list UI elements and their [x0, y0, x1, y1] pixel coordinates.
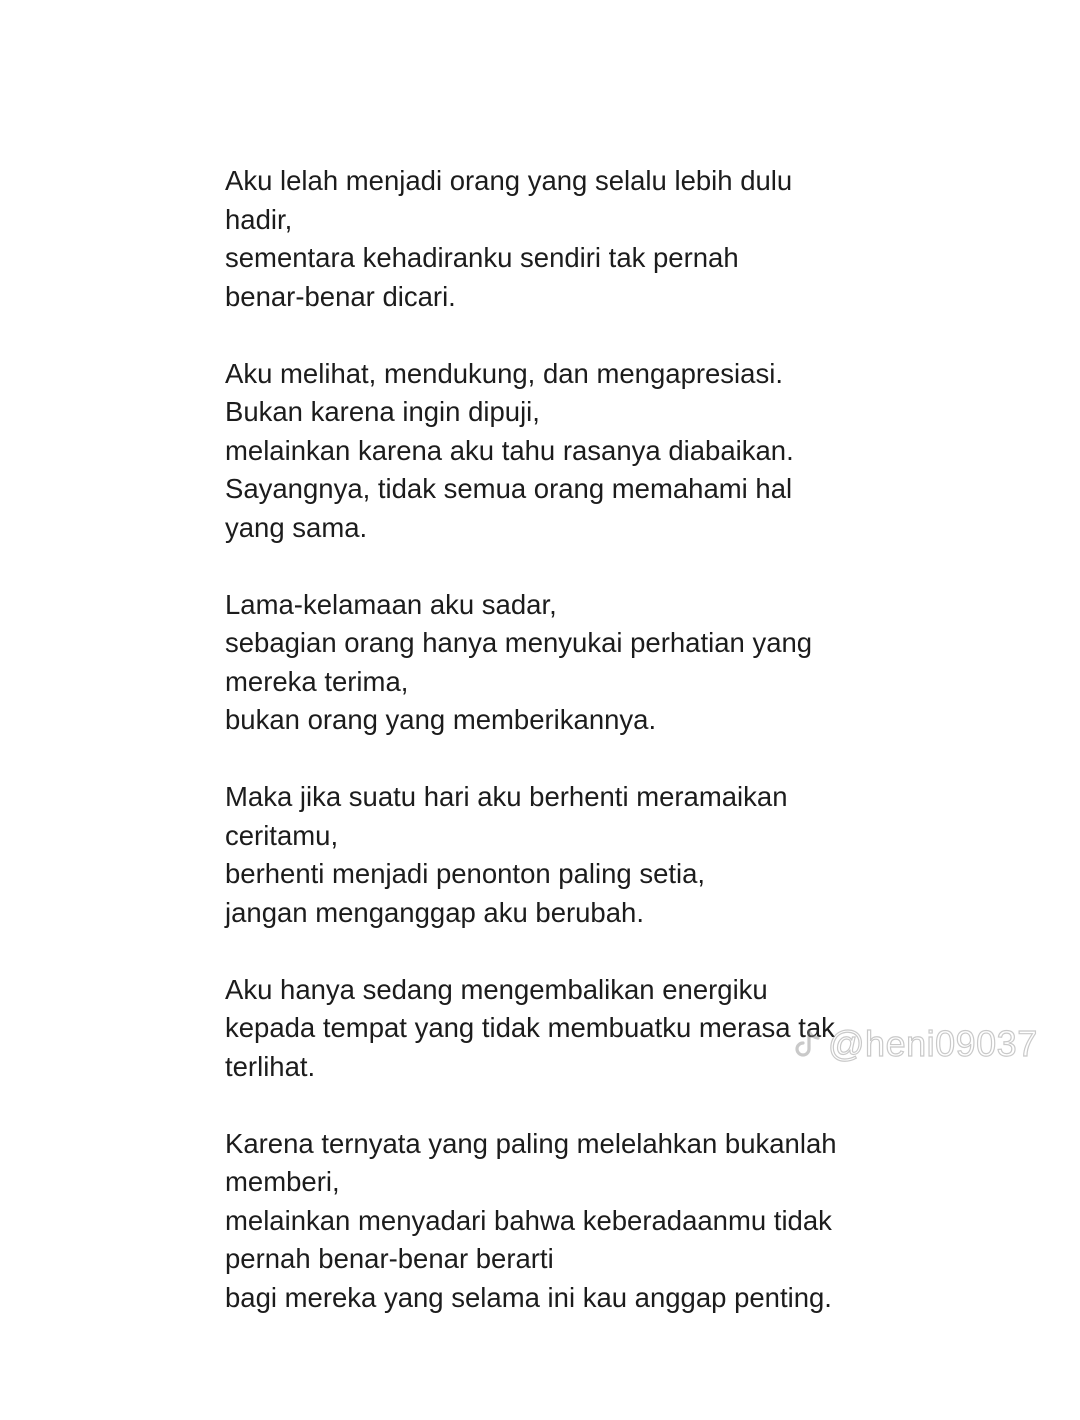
- poem-line: pernah benar-benar berarti: [225, 1243, 554, 1274]
- poem-line: memberi,: [225, 1166, 340, 1197]
- poem-line: benar-benar dicari.: [225, 280, 456, 312]
- poem-stanza: [225, 971, 925, 1087]
- poem-line: jangan menganggap aku berubah.: [225, 896, 644, 928]
- poem-line: melainkan karena aku tahu rasanya diabaikan.: [225, 434, 794, 466]
- poem-line: sementara kehadiranku sendiri tak pernah: [225, 242, 739, 273]
- poem-stanza: [225, 1125, 925, 1318]
- poem-line: hadir,: [225, 203, 293, 235]
- poem-line: yang sama.: [225, 511, 368, 543]
- poem-line: Aku melihat, mendukung, dan mengapresiasi.: [225, 357, 783, 389]
- poem-line: Lama-kelamaan aku sadar,: [225, 588, 557, 620]
- poem-line: Karena ternyata yang paling melelahkan bukanlah: [225, 1127, 837, 1159]
- poem-line: bagi mereka yang selama ini kau anggap penting.: [225, 1281, 832, 1313]
- poem-line: Sayangnya, tidak semua orang memahami hal: [225, 473, 793, 504]
- poem-line: Aku hanya sedang mengembalikan energiku: [225, 973, 768, 1005]
- poem-line: terlihat.: [225, 1050, 316, 1082]
- poem-line: Aku lelah menjadi orang yang selalu lebih dulu: [225, 165, 793, 196]
- poem-line: ceritamu,: [225, 819, 339, 851]
- poem-line: Bukan karena ingin dipuji,: [225, 396, 540, 427]
- poem-line: kepada tempat yang tidak membuatku merasa tak: [225, 1012, 835, 1043]
- poem-stanza: [225, 355, 925, 548]
- poem-line: mereka terima,: [225, 665, 409, 697]
- poem-stanza: [225, 586, 925, 740]
- poem-text: [225, 162, 925, 1356]
- poem-line: sebagian orang hanya menyukai perhatian yang: [225, 627, 813, 658]
- poem-line: melainkan menyadari bahwa keberadaanmu tidak: [225, 1204, 832, 1236]
- poem-line: bukan orang yang memberikannya.: [225, 704, 657, 735]
- watermark-handle: @heni09037: [828, 1023, 1038, 1064]
- poem-line: berhenti menjadi penonton paling setia,: [225, 858, 706, 889]
- poem-line: Maka jika suatu hari aku berhenti meramaikan: [225, 781, 788, 812]
- poem-stanza: [225, 162, 925, 316]
- poem-stanza: [225, 778, 925, 932]
